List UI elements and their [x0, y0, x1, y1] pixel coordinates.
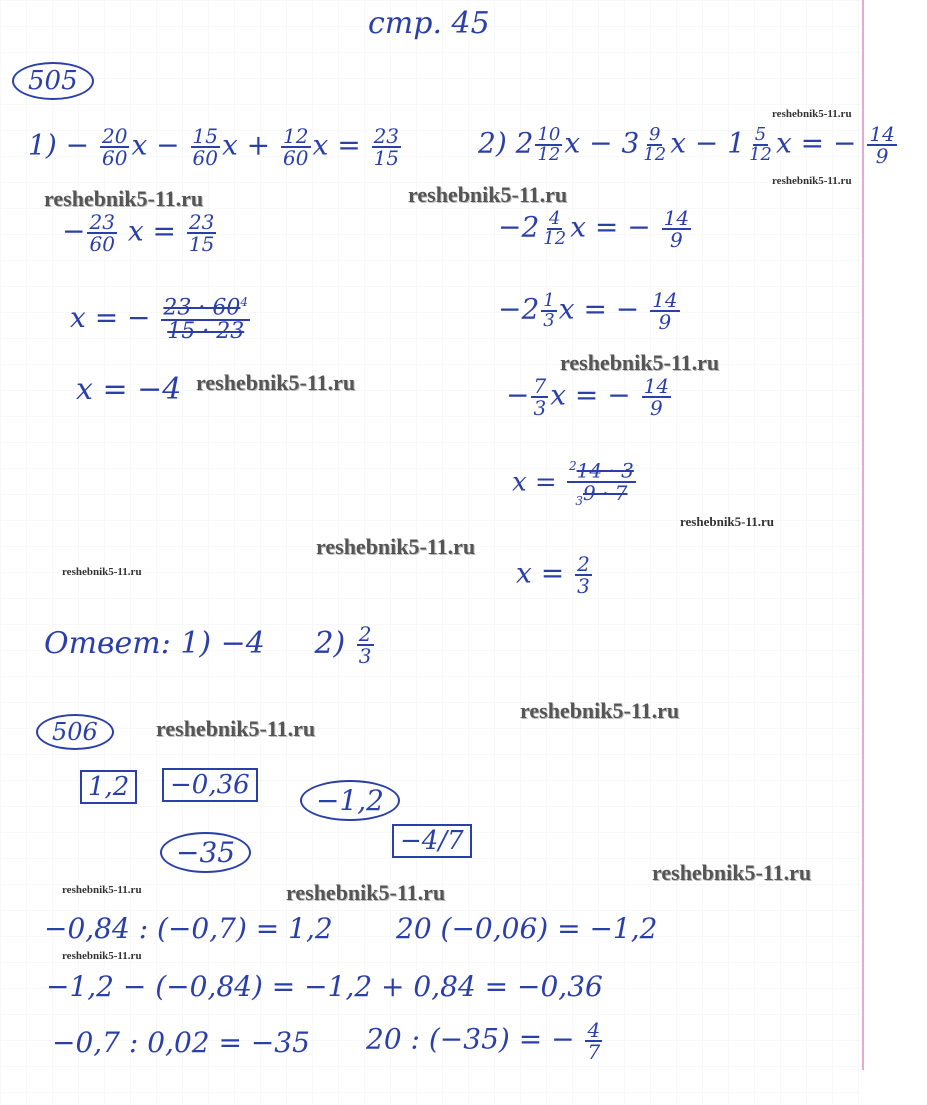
calc-line-3: −1,2 − (−0,84) = −1,2 + 0,84 = −0,36 — [46, 970, 603, 1003]
s2-equation-2: −2 $\frac{4}{12}$ x = − $\frac{14}{9}$ — [498, 206, 690, 252]
page-reference: стр. 45 — [368, 6, 490, 41]
problem-number-505: 505 — [12, 66, 94, 96]
s2-equation-4: − $\frac{7}{3}$ x = − $\frac{14}{9}$ — [506, 374, 670, 420]
watermark: reshebnik5-11.ru — [652, 860, 812, 885]
watermark: reshebnik5-11.ru — [286, 880, 446, 905]
watermark: reshebnik5-11.ru — [520, 698, 680, 723]
calc-line-1: −0,84 : (−0,7) = 1,2 — [44, 912, 333, 945]
watermark: reshebnik5-11.ru — [772, 175, 852, 187]
watermark: reshebnik5-11.ru — [196, 370, 356, 395]
watermark: reshebnik5-11.ru — [408, 182, 568, 207]
boxed-value-1: 1,2 — [80, 772, 137, 802]
calc-line-5: 20 : (−35) = − $\frac{4}{7}$ — [366, 1018, 601, 1064]
s2-equation-3: −2 $\frac{1}{3}$ x = − $\frac{14}{9}$ — [498, 288, 678, 334]
circled-value-1: −1,2 — [300, 784, 400, 817]
watermark: reshebnik5-11.ru — [44, 186, 204, 211]
answer-505: Ответ: 1) −4 2) $\frac{2}{3}$ — [44, 622, 372, 668]
problem-number-506: 506 — [36, 718, 114, 746]
s2-result: x = $\frac{2}{3}$ — [516, 552, 590, 598]
watermark: reshebnik5-11.ru — [62, 566, 142, 578]
watermark: reshebnik5-11.ru — [62, 950, 142, 962]
s1-equation-2: − $\frac{23}{60}$ x = $\frac{23}{15}$ — [62, 210, 215, 256]
watermark: reshebnik5-11.ru — [316, 534, 476, 559]
boxed-value-2: −0,36 — [162, 770, 258, 800]
calc-line-4: −0,7 : 0,02 = −35 — [52, 1026, 310, 1059]
s1-equation-1: 1) − $\frac{20}{60}$ x − $\frac{15}{60}$ x + $\frac{12}{60}$ x = $\frac{23}{15}$ — [28, 124, 400, 170]
watermark: reshebnik5-11.ru — [560, 350, 720, 375]
watermark: reshebnik5-11.ru — [680, 514, 775, 529]
s1-equation-3: x = − $\frac{23 \cdot 60^4}{15 \cdot 23}$ — [70, 295, 249, 345]
watermark: reshebnik5-11.ru — [62, 884, 142, 896]
watermark: reshebnik5-11.ru — [156, 716, 316, 741]
boxed-value-3: −4/7 — [392, 826, 472, 856]
calc-line-2: 20 (−0,06) = −1,2 — [396, 912, 658, 945]
s2-equation-5: x = $\frac{^214 \cdot 3}{_39 \cdot 7}$ — [512, 458, 634, 508]
s1-result: x = −4 — [76, 372, 182, 407]
watermark: reshebnik5-11.ru — [772, 108, 852, 120]
s2-equation-1: 2) 2 $\frac{10}{12}$ x − 3 $\frac{9}{12}$ x − 1 $\frac{5}{12}$ x = − $\frac{14}{9}$ — [478, 122, 895, 168]
circled-value-2: −35 — [160, 836, 251, 869]
